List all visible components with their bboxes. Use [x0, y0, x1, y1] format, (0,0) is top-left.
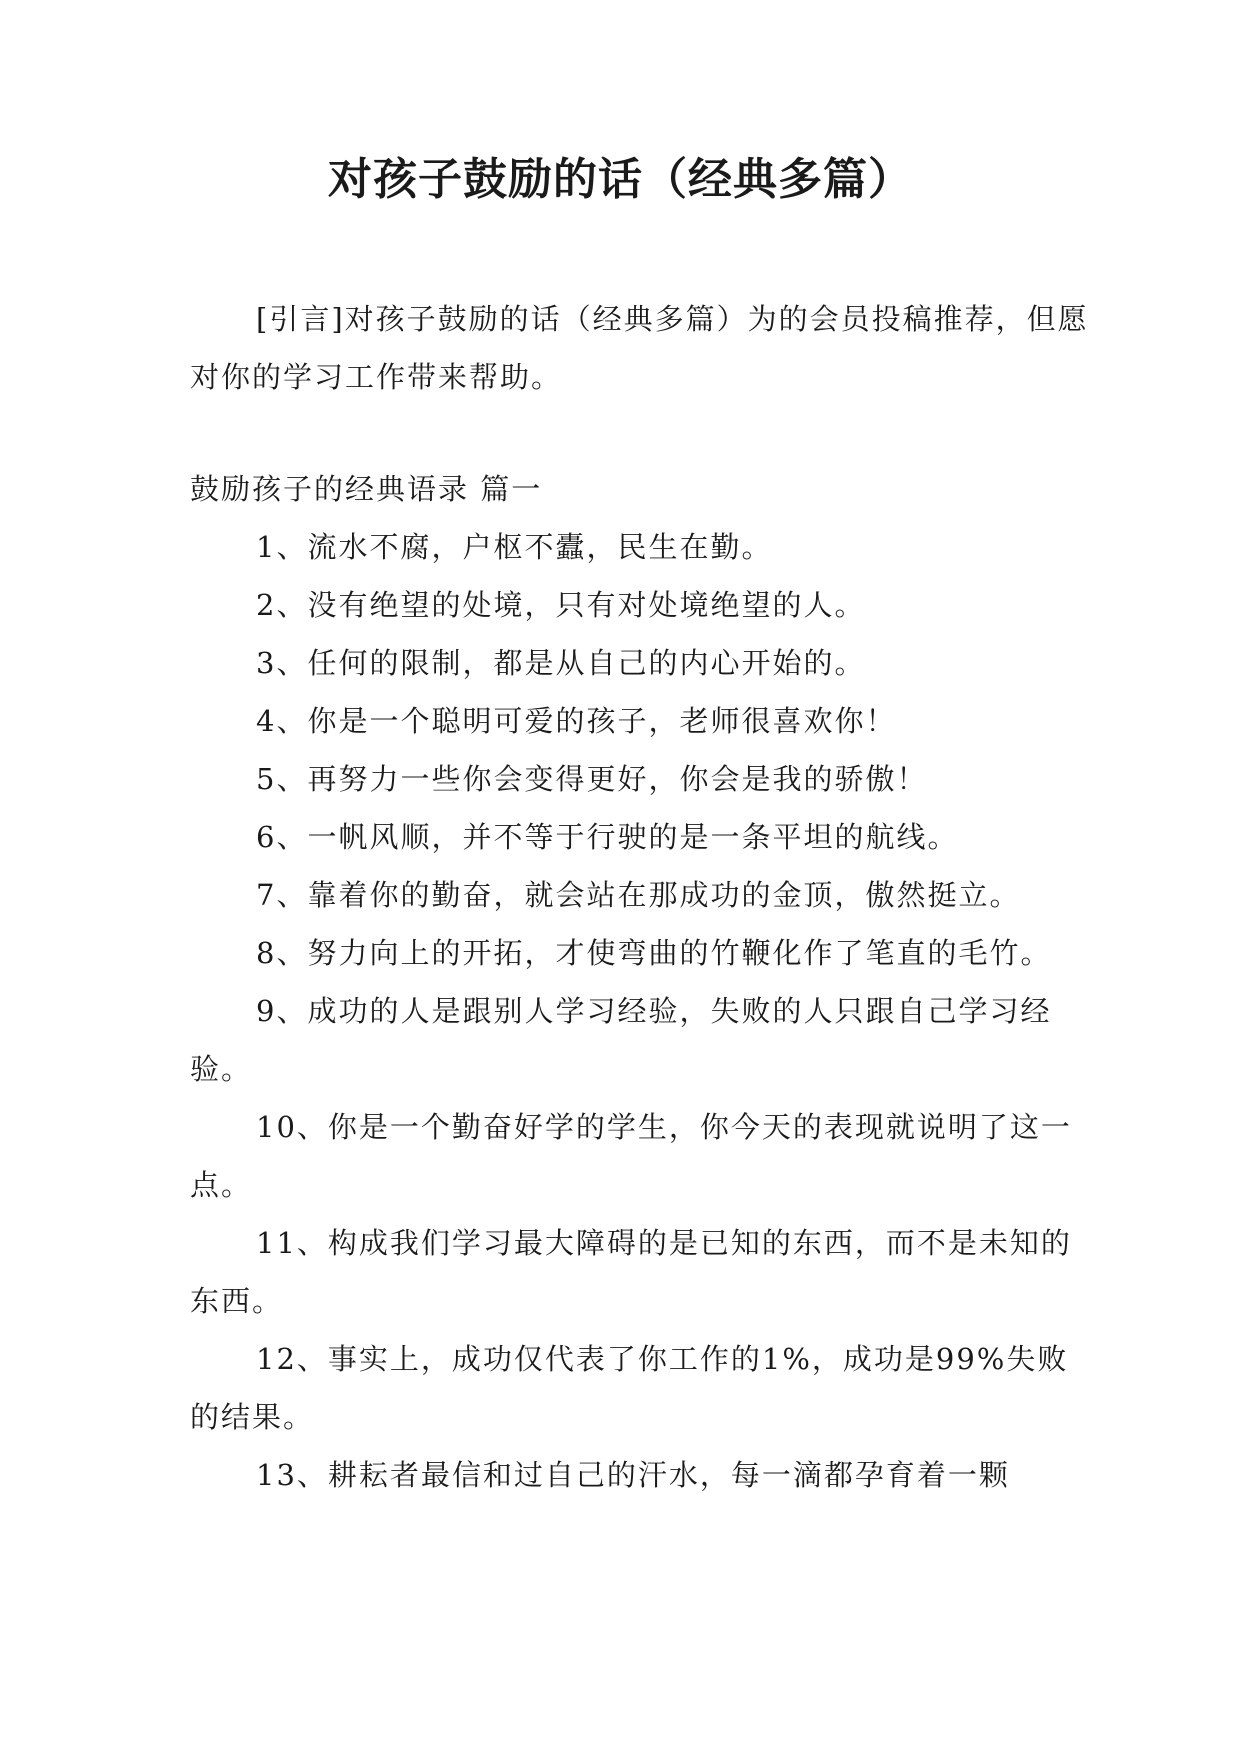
- section-heading: 鼓励孩子的经典语录 篇一: [190, 472, 543, 506]
- list-item: 3、任何的限制，都是从自己的内心开始的。: [256, 646, 866, 680]
- intro-paragraph: [引言]对孩子鼓励的话（经典多篇）为的会员投稿推荐，但愿对你的学习工作带来帮助。: [190, 302, 1089, 394]
- list-item: 11、构成我们学习最大障碍的是已知的东西，而不是未知的东西。: [190, 1226, 1072, 1318]
- list-item: 8、努力向上的开拓，才使弯曲的竹鞭化作了笔直的毛竹。: [256, 936, 1052, 970]
- list-item: 2、没有绝望的处境，只有对处境绝望的人。: [256, 588, 866, 622]
- list-item: 10、你是一个勤奋好学的学生，你今天的表现就说明了这一点。: [190, 1110, 1072, 1202]
- list-item: 9、成功的人是跟别人学习经验，失败的人只跟自己学习经验。: [190, 994, 1052, 1086]
- list-item: 7、靠着你的勤奋，就会站在那成功的金顶，傲然挺立。: [256, 878, 1021, 912]
- list-item: 12、事实上，成功仅代表了你工作的1%，成功是99%失败的结果。: [190, 1342, 1069, 1434]
- list-item: 5、再努力一些你会变得更好，你会是我的骄傲！: [256, 762, 928, 796]
- list-item: 4、你是一个聪明可爱的孩子，老师很喜欢你！: [256, 704, 897, 738]
- list-item: 1、流水不腐，户枢不蠹，民生在勤。: [256, 530, 773, 564]
- list-item: 6、一帆风顺，并不等于行驶的是一条平坦的航线。: [256, 820, 959, 854]
- quote-list: [190, 518, 1090, 1504]
- list-item: 13、耕耘者最信和过自己的汗水，每一滴都孕育着一颗: [256, 1458, 1010, 1492]
- page-title: 对孩子鼓励的话（经典多篇）: [328, 154, 913, 205]
